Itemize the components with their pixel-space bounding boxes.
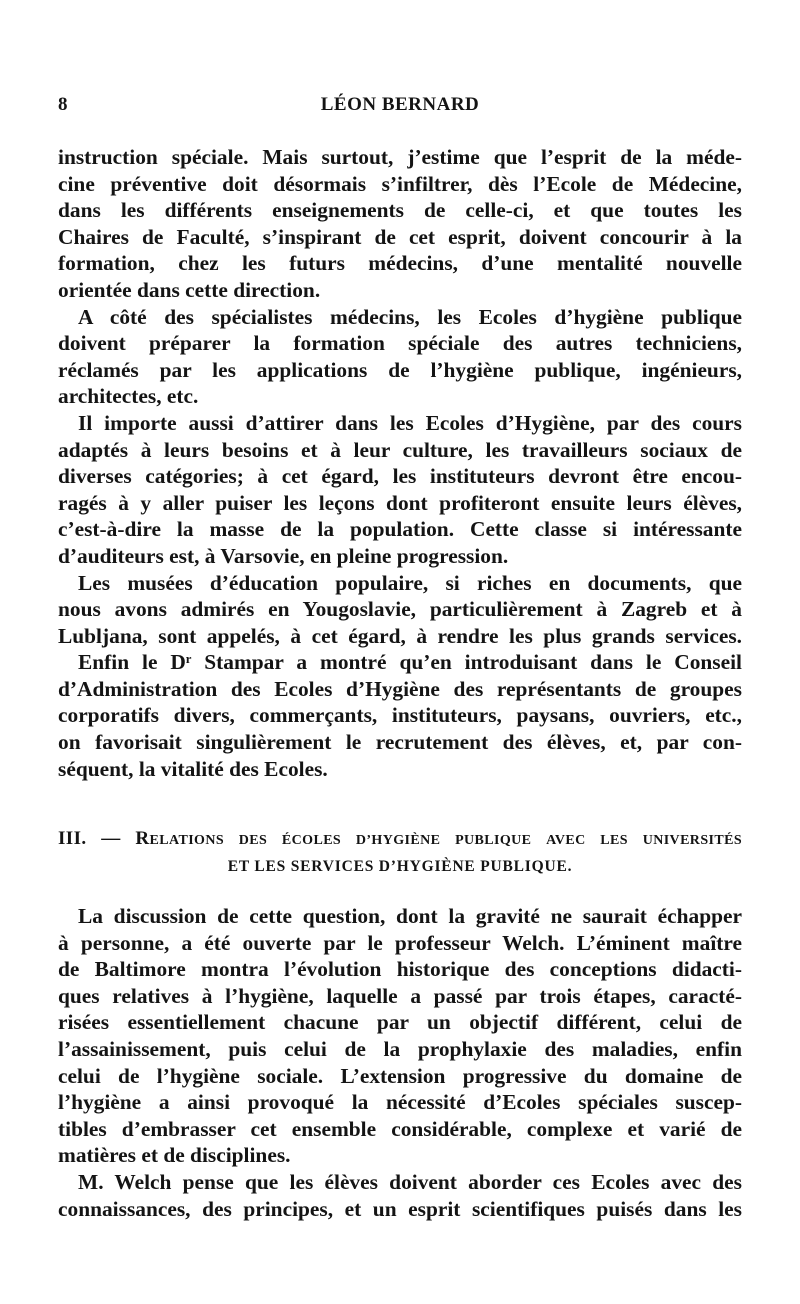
- text-line: tibles d’embrasser cet ensemble considérable, complexe et varié de: [58, 1116, 742, 1141]
- text-line: Il importe aussi d’attirer dans les Ecoles d’Hygiène, par des cours: [78, 410, 742, 435]
- section-heading-line-2: ET LES SERVICES D’HYGIÈNE PUBLIQUE.: [227, 858, 573, 875]
- text-line: Lubljana, sont appelés, à cet égard, à rendre les plus grands services.: [58, 623, 742, 648]
- section-heading: [58, 828, 742, 876]
- text-line: adaptés à leurs besoins et à leur culture, les travailleurs sociaux de: [58, 437, 742, 462]
- text-line: instruction spéciale. Mais surtout, j’estime que l’esprit de la méde-: [58, 145, 742, 169]
- section-heading-line-1: III. — RELATIONS DES ÉCOLES D’HYGIÈNE PUBLIQUE AVEC LES UNIVERSITÉS: [58, 828, 743, 849]
- text-line: formation, chez les futurs médecins, d’une mentalité nouvelle: [58, 251, 742, 276]
- text-line: Enfin le Dʳ Stampar a montré qu’en introduisant dans le Conseil: [78, 650, 742, 675]
- text-line: ragés à y aller puiser les leçons dont profiteront ensuite leurs élèves,: [58, 490, 742, 515]
- text-line: de Baltimore montra l’évolution historique des conceptions didacti-: [58, 957, 742, 982]
- text-line: c’est-à-dire la masse de la population. Cette classe si intéressante: [58, 517, 742, 542]
- text-line: on favorisait singulièrement le recrutement des élèves, et, par con-: [58, 730, 742, 755]
- text-line: M. Welch pense que les élèves doivent aborder ces Ecoles avec des: [78, 1169, 742, 1194]
- text-line: l’hygiène a ainsi provoqué la nécessité d’Ecoles spéciales suscep-: [58, 1090, 742, 1115]
- text-line: matières et de disciplines.: [58, 1143, 291, 1168]
- text-line: l’assainissement, puis celui de la prophylaxie des maladies, enfin: [58, 1036, 742, 1061]
- text-line: corporatifs divers, commerçants, instituteurs, paysans, ouvriers, etc.,: [58, 703, 742, 728]
- text-line: celui de l’hygiène sociale. L’extension progressive du domaine de: [58, 1063, 742, 1088]
- text-line: à personne, a été ouverte par le professeur Welch. L’éminent maître: [58, 930, 742, 955]
- text-line: connaissances, des principes, et un esprit scientifiques puisés dans les: [58, 1196, 742, 1221]
- running-head: LÉON BERNARD: [320, 94, 480, 115]
- text-line: La discussion de cette question, dont la gravité ne saurait échapper: [78, 904, 742, 928]
- text-line: séquent, la vitalité des Ecoles.: [58, 756, 328, 781]
- text-line: nous avons admirés en Yougoslavie, particulièrement à Zagreb et à: [58, 597, 742, 622]
- body-text-block-2: [58, 903, 742, 1222]
- text-line: cine préventive doit désormais s’infiltrer, dès l’Ecole de Médecine,: [58, 171, 742, 196]
- text-line: réclamés par les applications de l’hygiène publique, ingénieurs,: [58, 357, 742, 382]
- text-line: orientée dans cette direction.: [58, 277, 321, 302]
- text-line: dans les différents enseignements de celle-ci, et que toutes les: [58, 198, 742, 223]
- page-number: 8: [58, 94, 68, 115]
- text-line: doivent préparer la formation spéciale des autres techniciens,: [58, 331, 742, 356]
- text-line: architectes, etc.: [58, 384, 199, 409]
- body-text-block-1: [58, 144, 742, 782]
- text-line: risées essentiellement chacune par un objectif différent, celui de: [58, 1010, 742, 1035]
- page-header: [58, 94, 742, 124]
- text-line: A côté des spécialistes médecins, les Ecoles d’hygiène publique: [78, 304, 742, 329]
- text-line: d’auditeurs est, à Varsovie, en pleine progression.: [58, 543, 509, 568]
- text-line: diverses catégories; à cet égard, les instituteurs devront être encou-: [58, 464, 742, 489]
- text-line: ques relatives à l’hygiène, laquelle a passé par trois étapes, caracté-: [58, 983, 742, 1008]
- text-line: Les musées d’éducation populaire, si riches en documents, que: [78, 570, 742, 595]
- text-line: d’Administration des Ecoles d’Hygiène des représentants de groupes: [58, 676, 742, 701]
- text-line: Chaires de Faculté, s’inspirant de cet esprit, doivent concourir à la: [58, 224, 742, 249]
